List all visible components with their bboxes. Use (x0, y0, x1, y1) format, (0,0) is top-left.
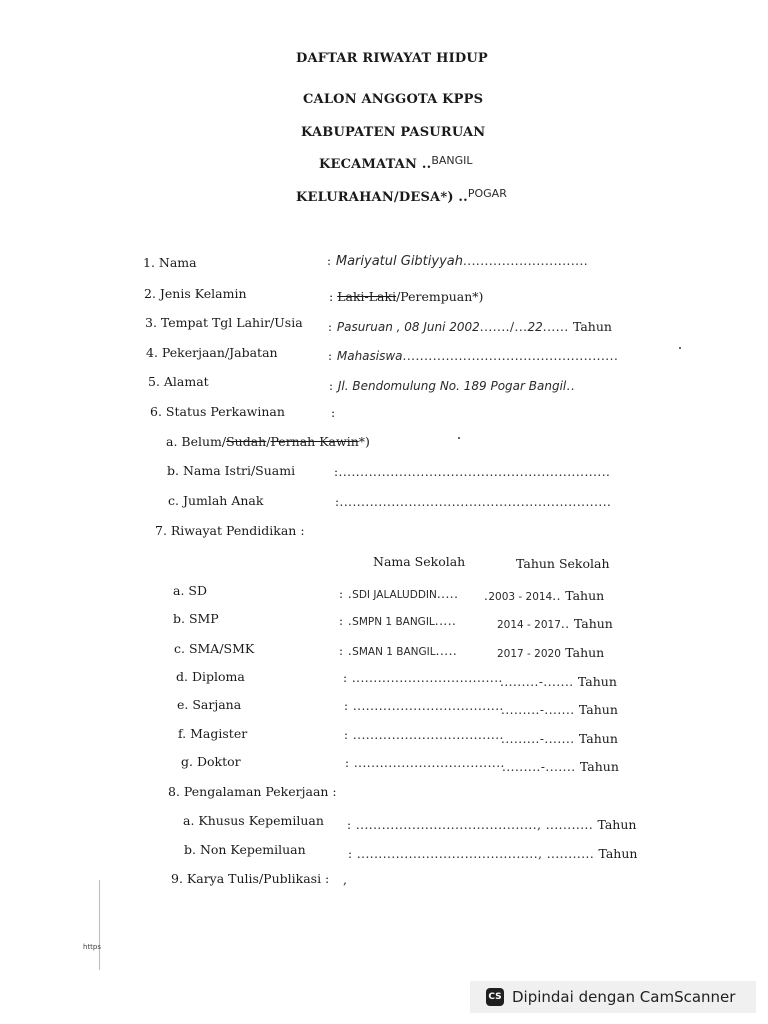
edu-unit: Tahun (577, 674, 617, 689)
status-colon: : (331, 405, 336, 420)
status-c-label: c. Jumlah Anak (168, 493, 264, 508)
edu-row-label: g. Doktor (181, 754, 241, 769)
edu-row-years: .........-....... Tahun (501, 702, 618, 717)
header-kelurahan (296, 186, 507, 205)
pekerjaan-field: : Mahasiswa.................................................. (328, 349, 619, 363)
edu-unit: Tahun (578, 702, 618, 717)
camscanner-icon: CS (486, 988, 504, 1006)
jenis-kelamin-colon: : (329, 289, 338, 304)
margin-text: https (83, 943, 102, 951)
col-nama-sekolah: Nama Sekolah (373, 554, 466, 569)
edu-row-years: .........-....... Tahun (500, 674, 617, 689)
jenis-kelamin-field (329, 289, 483, 304)
edu-years-value: 2017 - 2020 (497, 648, 561, 660)
status-a-sep: / (266, 434, 271, 449)
edu-unit: Tahun (565, 645, 605, 660)
scan-speck (679, 347, 681, 349)
karya-mark: , (343, 872, 347, 887)
status-a-struck-sudah: Sudah (226, 434, 267, 449)
pendidikan-label: 7. Riwayat Pendidikan : (155, 523, 305, 538)
status-a (166, 434, 370, 449)
karya-label: 9. Karya Tulis/Publikasi : (171, 871, 330, 886)
kelurahan-label: KELURAHAN/DESA*) .. (296, 190, 468, 205)
nama-value: Mariyatul Gibtiyyah (335, 254, 463, 269)
edu-row-years: .2003 - 2014.. Tahun (484, 588, 605, 603)
jenis-kelamin-choice: /Perempuan*) (396, 289, 484, 304)
col-tahun-sekolah: Tahun Sekolah (516, 556, 610, 571)
pekerjaan-value: Mahasiswa (336, 349, 403, 363)
edu-years-value: 2003 - 2014 (488, 591, 553, 603)
edu-row-school-dots: : ................................... (344, 699, 504, 713)
edu-row-years: .........-....... Tahun (502, 759, 619, 774)
edu-unit: Tahun (573, 616, 613, 631)
edu-unit: Tahun (578, 731, 618, 746)
scan-edge-line (99, 880, 100, 970)
status-b-label: b. Nama Istri/Suami (167, 463, 296, 478)
edu-row-label: b. SMP (173, 611, 219, 626)
edu-row-school: : .SMPN 1 BANGIL..... (339, 614, 457, 628)
status-label: 6. Status Perkawinan (150, 404, 285, 419)
alamat-label: 5. Alamat (148, 374, 209, 389)
status-a-struck-pernah: Pernah Kawin (270, 434, 359, 449)
ttl-field: : Pasuruan , 08 Juni 2002......./...22...... Tahun (328, 319, 612, 334)
pengalaman-unit: Tahun (597, 817, 637, 832)
kecamatan-label: KECAMATAN .. (319, 157, 432, 172)
status-c-dots: :............................................................... (335, 495, 612, 509)
age-unit: Tahun (572, 319, 612, 334)
ttl-label: 3. Tempat Tgl Lahir/Usia (145, 315, 303, 330)
scan-speck (458, 437, 460, 439)
pengalaman-row-dots: : .........................................., ........... Tahun (348, 846, 638, 861)
header-line-kabupaten: KABUPATEN PASURUAN (301, 125, 486, 140)
edu-row-school: : .SMAN 1 BANGIL..... (339, 644, 458, 658)
nama-field: : Mariyatul Gibtiyyah............................. (327, 254, 589, 269)
edu-school-value: SMPN 1 BANGIL (352, 616, 435, 628)
pekerjaan-label: 4. Pekerjaan/Jabatan (146, 345, 278, 360)
edu-row-label: d. Diploma (176, 669, 245, 684)
pengalaman-row-label: a. Khusus Kepemiluan (183, 813, 324, 828)
alamat-field: : Jl. Bendomulung No. 189 Pogar Bangil.. (329, 379, 575, 393)
nama-label: 1. Nama (143, 255, 197, 270)
edu-years-value: 2014 - 2017 (497, 619, 561, 631)
kecamatan-value: BANGIL (431, 154, 473, 167)
edu-row-label: f. Magister (178, 726, 248, 741)
edu-row-school-dots: : ................................... (343, 671, 503, 685)
edu-school-value: SDI JALALUDDIN (352, 589, 437, 601)
kelurahan-value: POGAR (467, 187, 507, 200)
camscanner-text: Dipindai dengan CamScanner (512, 988, 736, 1006)
edu-row-years (497, 642, 604, 661)
document-title: DAFTAR RIWAYAT HIDUP (296, 51, 488, 66)
edu-row-school-dots: : ................................... (344, 728, 504, 742)
status-a-suffix: *) (358, 434, 370, 449)
pengalaman-label: 8. Pengalaman Pekerjaan : (168, 784, 337, 799)
jenis-kelamin-label: 2. Jenis Kelamin (144, 286, 247, 301)
edu-row-school: : .SDI JALALUDDIN..... (339, 587, 459, 601)
header-kecamatan (319, 153, 473, 172)
age-value: 22 (527, 320, 543, 334)
edu-unit: Tahun (565, 588, 605, 603)
edu-row-years: .........-....... Tahun (501, 731, 618, 746)
edu-unit: Tahun (579, 759, 619, 774)
pengalaman-row-dots: : .........................................., ........... Tahun (347, 817, 637, 832)
header-line-kpps: CALON ANGGOTA KPPS (303, 92, 484, 107)
pengalaman-unit: Tahun (598, 846, 638, 861)
status-a-prefix: a. Belum/ (166, 434, 227, 449)
alamat-value: Jl. Bendomulung No. 189 Pogar Bangil (337, 379, 567, 393)
edu-row-school-dots: : ................................... (345, 756, 505, 770)
edu-school-value: SMAN 1 BANGIL (352, 646, 436, 658)
ttl-value: Pasuruan , 08 Juni 2002 (336, 320, 480, 334)
pengalaman-row-label: b. Non Kepemiluan (184, 842, 306, 857)
edu-row-years: 2014 - 2017.. Tahun (497, 616, 613, 631)
camscanner-watermark (470, 981, 756, 1013)
edu-row-label: a. SD (173, 583, 207, 598)
edu-row-label: c. SMA/SMK (174, 641, 255, 656)
status-b-dots: :............................................................... (334, 465, 611, 479)
jenis-kelamin-struck: Laki-Laki (337, 289, 397, 304)
edu-row-label: e. Sarjana (177, 697, 242, 712)
